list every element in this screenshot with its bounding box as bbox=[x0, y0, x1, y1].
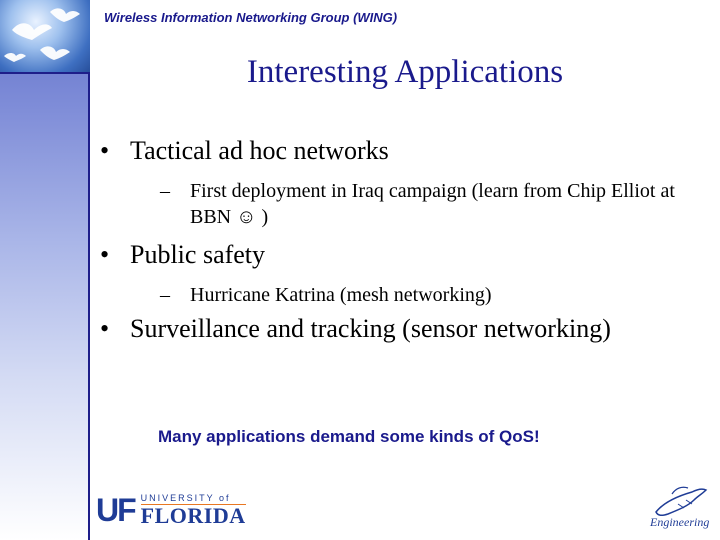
uf-mark: UF bbox=[96, 492, 135, 528]
bullet-surveillance bbox=[100, 314, 611, 344]
bullet-text: Tactical ad hoc networks bbox=[130, 136, 389, 165]
slide-title: Interesting Applications bbox=[246, 54, 564, 90]
uf-logo bbox=[96, 494, 246, 526]
bullet-text: Public safety bbox=[130, 240, 266, 269]
sub-bullet-katrina bbox=[160, 282, 700, 308]
uf-university-of: UNIVERSITY of bbox=[141, 493, 246, 505]
left-gradient-band bbox=[0, 0, 88, 540]
bullet-public-safety bbox=[100, 240, 265, 270]
uf-wordmark bbox=[141, 493, 246, 527]
qos-callout: Many applications demand some kinds of QoS! bbox=[158, 427, 540, 446]
header-group-name: Wireless Information Networking Group (WING) bbox=[104, 10, 398, 25]
bullet-text: Surveillance and tracking (sensor networking) bbox=[130, 314, 611, 343]
sub-bullet-iraq bbox=[160, 178, 700, 230]
engineering-label: Engineering bbox=[650, 515, 710, 529]
sub-bullet-dash: – bbox=[160, 180, 170, 202]
doves-sky-image bbox=[0, 0, 90, 74]
bullet-tactical bbox=[100, 136, 389, 166]
bullet-dot: • bbox=[100, 136, 110, 165]
sub-bullet-text: First deployment in Iraq campaign (learn from Chip Elliot at BBN ☺ ) bbox=[190, 180, 675, 228]
bullet-dot: • bbox=[100, 240, 110, 269]
sub-bullet-text: Hurricane Katrina (mesh networking) bbox=[190, 284, 492, 306]
uf-florida: FLORIDA bbox=[140, 503, 246, 528]
sub-bullet-dash: – bbox=[160, 284, 170, 306]
bullet-dot: • bbox=[100, 314, 110, 343]
